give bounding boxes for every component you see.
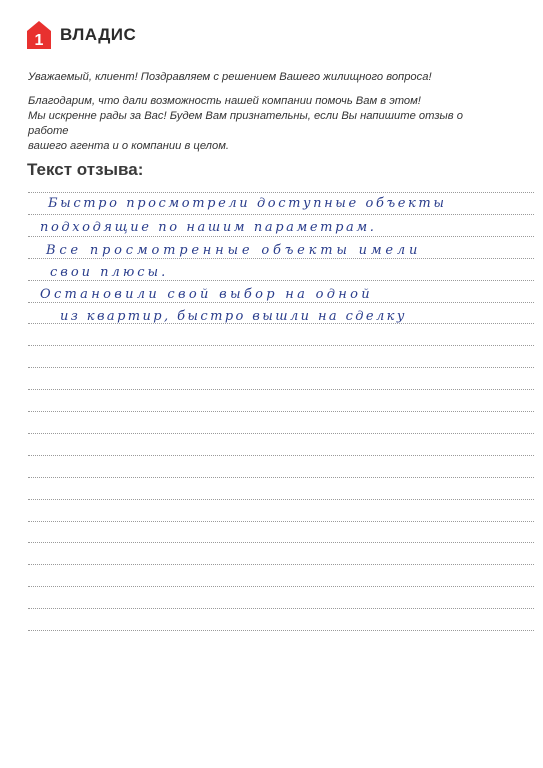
ruled-line <box>28 192 534 193</box>
review-heading: Текст отзыва: <box>27 160 144 179</box>
ruled-line <box>28 608 534 609</box>
ruled-line <box>28 455 534 456</box>
request-line: Мы искренне рады за Вас! Будем Вам признательны, если Вы напишите отзыв о работе <box>28 110 463 137</box>
ruled-line <box>28 477 534 478</box>
handwritten-line: Остановили свой выбор на одной <box>40 287 373 302</box>
brand-name: ВЛАДИС <box>60 25 137 44</box>
handwritten-line: свои плюсы. <box>50 265 169 280</box>
ruled-line <box>28 367 534 368</box>
ruled-line <box>28 630 534 631</box>
ruled-line <box>28 521 534 522</box>
handwritten-line: подходящие по нашим параметрам. <box>40 220 377 235</box>
ruled-line <box>28 411 534 412</box>
handwritten-line: из квартир, быстро вышли на сделку <box>60 309 407 324</box>
ruled-line <box>28 433 534 434</box>
ruled-line <box>28 345 534 346</box>
request-line-continued: вашего агента и о компании в целом. <box>28 140 229 152</box>
ruled-line <box>28 542 534 543</box>
ruled-lines <box>28 0 534 768</box>
handwritten-line: Все просмотренные объекты имели <box>46 243 422 258</box>
handwritten-line: Быстро просмотрели доступные объекты <box>48 196 447 211</box>
logo-digit: 1 <box>34 32 44 49</box>
ruled-line <box>28 214 534 215</box>
ruled-line <box>28 236 534 237</box>
thanks-line: Благодарим, что дали возможность нашей компании помочь Вам в этом! <box>28 95 421 107</box>
greeting-line: Уважаемый, клиент! Поздравляем с решением Вашего жилищного вопроса! <box>28 71 432 83</box>
ruled-line <box>28 564 534 565</box>
ruled-line <box>28 389 534 390</box>
ruled-line <box>28 586 534 587</box>
ruled-line <box>28 499 534 500</box>
